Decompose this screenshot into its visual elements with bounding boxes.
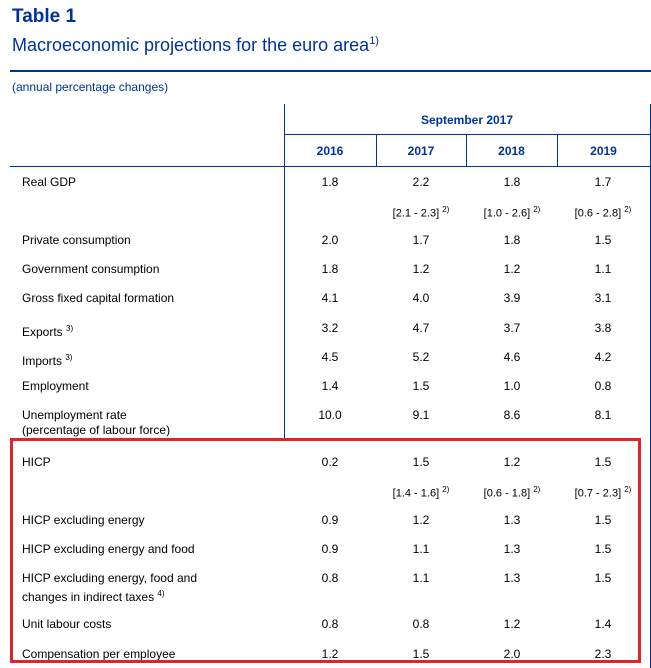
row-label xyxy=(22,455,51,470)
row-label-text: Government consumption xyxy=(22,262,160,276)
cell-text: 8.1 xyxy=(594,408,612,422)
row-label-text: HICP excluding energy xyxy=(22,513,145,527)
cell-text: 4.0 xyxy=(412,291,430,305)
range-cell xyxy=(375,485,467,500)
cell-text: 1.5 xyxy=(594,233,612,247)
value-cell xyxy=(381,647,461,661)
value-cell xyxy=(563,321,643,335)
cell-text: [1.4 - 1.6] xyxy=(392,487,440,500)
value-cell xyxy=(381,233,461,247)
value-cell xyxy=(472,291,552,305)
row-label xyxy=(22,571,197,605)
cell-text: 2.0 xyxy=(503,647,521,661)
row-label xyxy=(22,262,159,277)
value-cell xyxy=(290,379,370,393)
row-label xyxy=(22,513,145,528)
cell-text: 1.8 xyxy=(321,262,339,276)
cell-text: 3.1 xyxy=(594,291,612,305)
value-cell xyxy=(563,542,643,556)
value-cell xyxy=(563,408,643,422)
value-cell xyxy=(290,647,370,661)
row-label-text: Private consumption xyxy=(22,233,131,247)
cell-text: 1.1 xyxy=(412,542,430,556)
range-cell xyxy=(466,485,558,500)
row-label xyxy=(22,321,73,340)
cell-text: 1.5 xyxy=(412,379,430,393)
cell-text: 0.8 xyxy=(412,617,430,631)
cell-text: 3.7 xyxy=(503,321,521,335)
value-cell xyxy=(563,291,643,305)
cell-text: 2.3 xyxy=(594,647,612,661)
cell-text: 2.2 xyxy=(412,175,430,189)
value-cell xyxy=(381,513,461,527)
cell-text: 1.8 xyxy=(321,175,339,189)
row-label xyxy=(22,647,175,662)
cell-text: 1.8 xyxy=(503,175,521,189)
range-cell xyxy=(557,485,649,500)
cell-text: 1.5 xyxy=(412,455,430,469)
cell-text: 4.7 xyxy=(412,321,430,335)
cell-text: 1.4 xyxy=(321,379,339,393)
value-cell xyxy=(290,321,370,335)
range-footnote: 2) xyxy=(442,205,450,214)
cell-text: 1.7 xyxy=(412,233,430,247)
cell-text: 1.5 xyxy=(594,455,612,469)
row-label xyxy=(22,350,72,369)
cell-text: [1.0 - 2.6] xyxy=(483,207,531,220)
title-rule xyxy=(10,70,651,72)
cell-text: 1.2 xyxy=(412,513,430,527)
cell-text: 4.6 xyxy=(503,350,521,364)
table-label: Table 1 xyxy=(12,6,77,27)
column-year-2018: 2018 xyxy=(498,144,525,158)
cell-text: 1.5 xyxy=(594,513,612,527)
row-label-text: Real GDP xyxy=(22,175,77,189)
value-cell xyxy=(472,513,552,527)
cell-text: 1.5 xyxy=(594,571,612,585)
value-cell xyxy=(381,175,461,189)
range-footnote: 2) xyxy=(533,485,541,494)
cell-text: [0.6 - 1.8] xyxy=(483,487,531,500)
cell-text: 1.0 xyxy=(503,379,521,393)
cell-text: 0.2 xyxy=(321,455,339,469)
range-footnote: 2) xyxy=(533,205,541,214)
row-label xyxy=(22,291,174,306)
value-cell xyxy=(290,350,370,364)
value-cell xyxy=(563,233,643,247)
value-cell xyxy=(290,542,370,556)
range-footnote: 2) xyxy=(624,485,632,494)
cell-text: 0.8 xyxy=(321,617,339,631)
value-cell xyxy=(290,233,370,247)
value-cell xyxy=(472,379,552,393)
range-footnote: 2) xyxy=(442,485,450,494)
value-cell xyxy=(381,350,461,364)
cell-text: 0.9 xyxy=(321,513,339,527)
row-label xyxy=(22,542,195,557)
row-label-text: HICP excluding energy, food and xyxy=(22,571,198,585)
cell-text: 1.3 xyxy=(503,571,521,585)
cell-text: 1.2 xyxy=(503,617,521,631)
row-label-text: Unemployment rate xyxy=(22,408,127,422)
cell-text: 0.8 xyxy=(321,571,339,585)
row-label xyxy=(22,617,111,632)
row-label-text: Unit labour costs xyxy=(22,617,112,631)
cell-text: 1.1 xyxy=(594,262,612,276)
cell-text: 1.1 xyxy=(412,571,430,585)
row-label xyxy=(22,233,131,248)
value-cell xyxy=(472,455,552,469)
cell-text: 3.9 xyxy=(503,291,521,305)
cell-text: 1.2 xyxy=(321,647,339,661)
value-cell xyxy=(381,262,461,276)
column-year-2016: 2016 xyxy=(316,144,344,158)
cell-text: 10.0 xyxy=(318,408,342,422)
cell-text: 4.5 xyxy=(321,350,339,364)
cell-text: 4.1 xyxy=(321,291,339,305)
value-cell xyxy=(472,571,552,585)
cell-text: 9.1 xyxy=(412,408,430,422)
value-cell xyxy=(472,647,552,661)
value-cell xyxy=(290,617,370,631)
value-cell xyxy=(563,647,643,661)
value-cell xyxy=(381,542,461,556)
value-cell xyxy=(472,233,552,247)
value-cell xyxy=(290,291,370,305)
row-label-text: Compensation per employee xyxy=(22,647,176,661)
cell-text: 4.2 xyxy=(594,350,612,364)
cell-text: 8.6 xyxy=(503,408,521,422)
value-cell xyxy=(563,617,643,631)
row-footnote: 4) xyxy=(157,589,165,598)
column-group-header: September 2017 xyxy=(420,113,514,127)
column-year-2019: 2019 xyxy=(590,144,617,158)
cell-text: 1.5 xyxy=(412,647,430,661)
value-cell xyxy=(381,291,461,305)
value-cell xyxy=(563,455,643,469)
value-cell xyxy=(563,262,643,276)
row-label xyxy=(22,408,170,438)
value-cell xyxy=(290,262,370,276)
range-cell xyxy=(375,205,467,220)
row-label-text: Imports xyxy=(22,354,63,368)
value-cell xyxy=(563,379,643,393)
cell-text: [2.1 - 2.3] xyxy=(392,207,440,220)
cell-text: 0.9 xyxy=(321,542,339,556)
cell-text: 1.7 xyxy=(594,175,612,189)
cell-text: 1.2 xyxy=(503,455,521,469)
row-label xyxy=(22,379,89,394)
range-cell xyxy=(466,205,558,220)
value-cell xyxy=(290,175,370,189)
row-label-text: Employment xyxy=(22,379,89,393)
value-cell xyxy=(563,350,643,364)
value-cell xyxy=(381,617,461,631)
row-label-text: HICP excluding energy and food xyxy=(22,542,195,556)
value-cell xyxy=(563,513,643,527)
row-label-text: Gross fixed capital formation xyxy=(22,291,175,305)
value-cell xyxy=(472,350,552,364)
cell-text: 3.2 xyxy=(321,321,339,335)
cell-text: 3.8 xyxy=(594,321,612,335)
cell-text: 5.2 xyxy=(412,350,430,364)
value-cell xyxy=(472,175,552,189)
row-label-text-line2: (percentage of labour force) xyxy=(22,423,171,437)
cell-text: 1.3 xyxy=(503,542,521,556)
row-label-text: HICP xyxy=(22,455,51,469)
value-cell xyxy=(563,175,643,189)
row-label-text-line2: changes in indirect taxes xyxy=(22,590,155,604)
cell-text: 1.8 xyxy=(503,233,521,247)
table-caption xyxy=(12,35,379,56)
cell-text: 0.8 xyxy=(594,379,612,393)
cell-text: 1.2 xyxy=(503,262,521,276)
caption-text: Macroeconomic projections for the euro area xyxy=(12,35,370,55)
cell-text: 1.2 xyxy=(412,262,430,276)
row-footnote: 3) xyxy=(66,324,74,333)
value-cell xyxy=(381,455,461,469)
cell-text: 1.5 xyxy=(594,542,612,556)
value-cell xyxy=(381,379,461,393)
value-cell xyxy=(472,408,552,422)
cell-text: 2.0 xyxy=(321,233,339,247)
value-cell xyxy=(290,408,370,422)
value-cell xyxy=(472,542,552,556)
value-cell xyxy=(381,408,461,422)
row-label-text: Exports xyxy=(22,325,63,339)
value-cell xyxy=(381,321,461,335)
column-year-2017: 2017 xyxy=(407,144,435,158)
year-header-underline xyxy=(10,166,651,167)
value-cell xyxy=(381,571,461,585)
value-cell xyxy=(290,571,370,585)
group-header-underline xyxy=(284,134,651,135)
value-cell xyxy=(472,617,552,631)
units-note: (annual percentage changes) xyxy=(12,80,169,94)
cell-text: 1.4 xyxy=(594,617,612,631)
row-label xyxy=(22,175,76,190)
value-cell xyxy=(290,455,370,469)
range-footnote: 2) xyxy=(624,205,632,214)
value-cell xyxy=(563,571,643,585)
cell-text: [0.6 - 2.8] xyxy=(574,207,622,220)
value-cell xyxy=(472,321,552,335)
row-footnote: 3) xyxy=(65,353,73,362)
cell-text: 1.3 xyxy=(503,513,521,527)
cell-text: [0.7 - 2.3] xyxy=(574,487,622,500)
value-cell xyxy=(472,262,552,276)
caption-footnote: 1) xyxy=(369,35,379,47)
range-cell xyxy=(557,205,649,220)
value-cell xyxy=(290,513,370,527)
